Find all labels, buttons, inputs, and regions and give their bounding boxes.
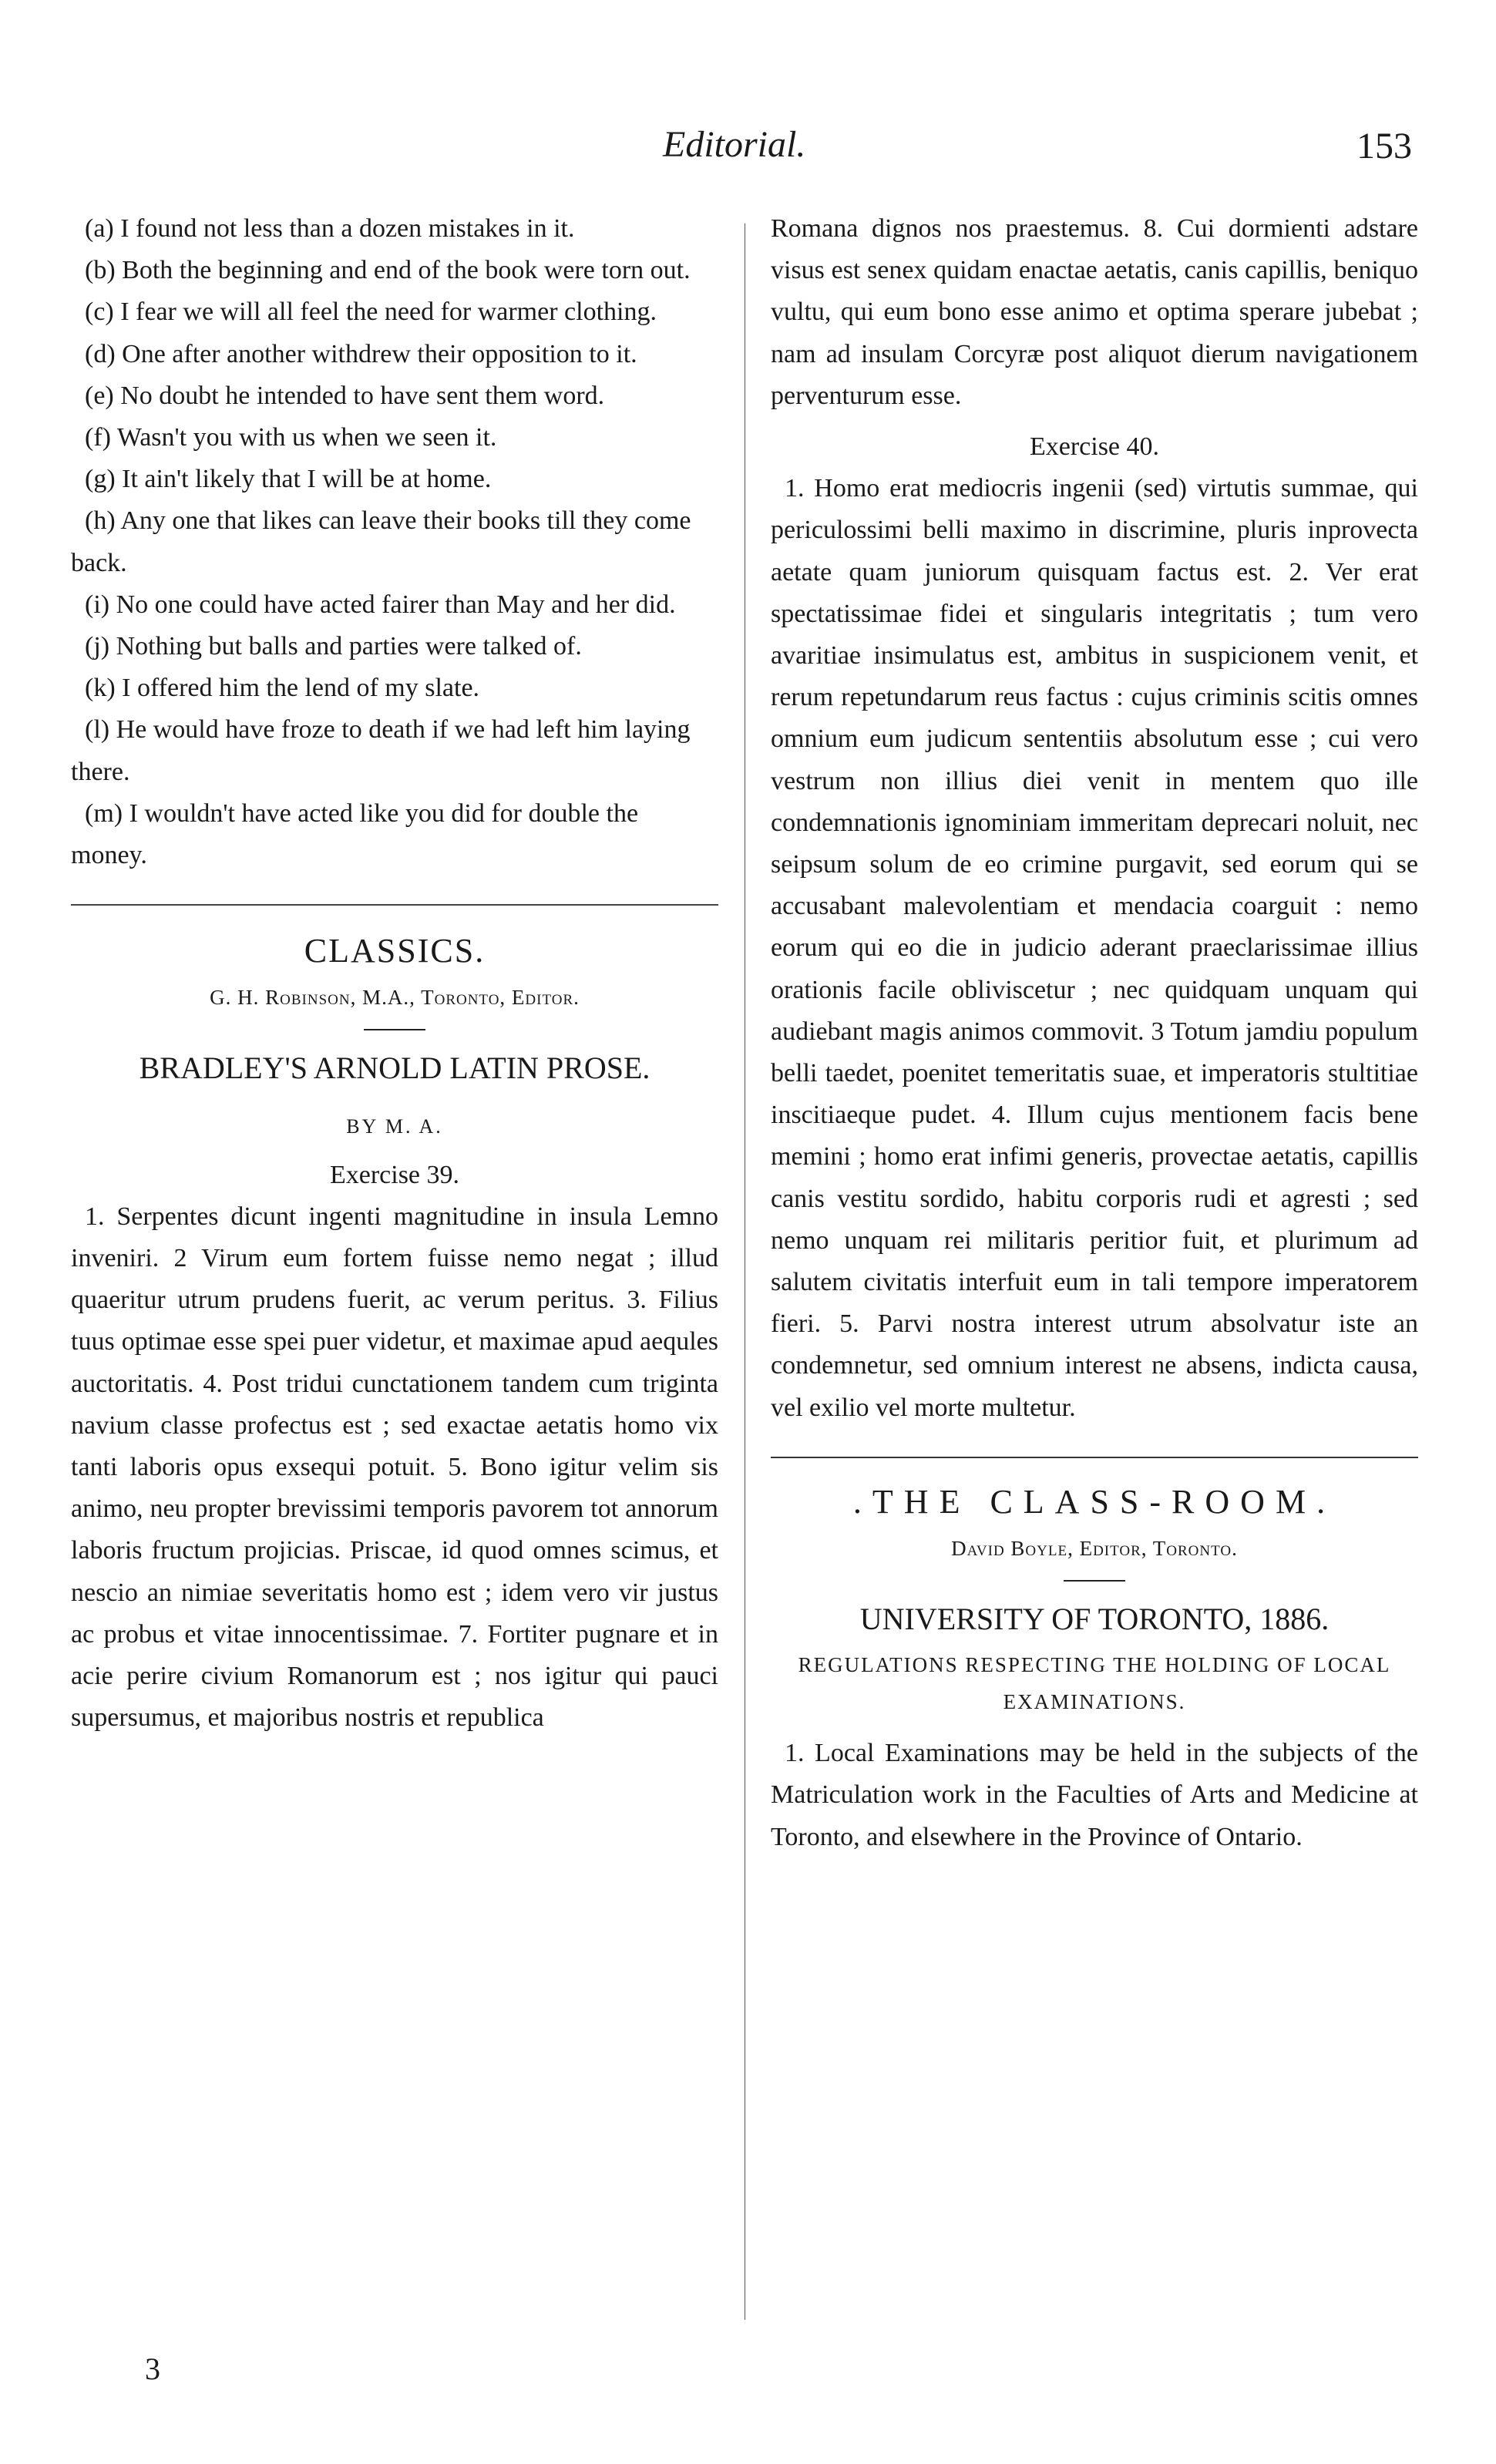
- short-divider: [364, 1029, 425, 1030]
- article-title: BRADLEY'S ARNOLD LATIN PROSE.: [139, 1050, 651, 1086]
- sentence-item: (m) I wouldn't have acted like you did for double the money.: [71, 798, 639, 870]
- short-divider: [1064, 1580, 1125, 1582]
- exercise-40-heading: Exercise 40.: [1029, 432, 1160, 462]
- page-header: [0, 123, 1496, 177]
- classics-editor: G. H. Robinson, M.A., Toronto, Editor.: [210, 986, 580, 1010]
- left-column: [71, 208, 718, 1740]
- classroom-title: .THE CLASS-ROOM.: [852, 1482, 1336, 1521]
- exercise-39-heading: Exercise 39.: [329, 1160, 460, 1189]
- sentence-item: (b) Both the beginning and end of the book were torn out.: [85, 256, 691, 285]
- exercise-39-continued: Romana dignos nos praestemus. 8. Cui dormienti adstare visus est senex quidam enactae aetatis, canis capillis, beniquo vultu, qui eum bono esse animo et optima sperare jubebat ; nam ad insulam Corcyræ post aliquot dierum navigationem perventurum esse.: [771, 214, 1418, 410]
- section-divider: [71, 904, 718, 907]
- sentence-item: (j) Nothing but balls and parties were talked of.: [85, 632, 582, 661]
- classroom-editor: David Boyle, Editor, Toronto.: [951, 1536, 1238, 1560]
- sentence-item: (d) One after another withdrew their opposition to it.: [85, 339, 637, 368]
- byline: BY M. A.: [346, 1115, 443, 1138]
- sentence-item: (a) I found not less than a dozen mistakes in it.: [85, 214, 575, 243]
- sentence-item: (h) Any one that likes can leave their books till they come back.: [71, 506, 691, 577]
- sentence-item: (c) I fear we will all feel the need for warmer clothing.: [85, 297, 657, 327]
- page-number: 153: [1356, 126, 1412, 166]
- right-column: [771, 208, 1418, 1858]
- exercise-39-text: 1. Serpentes dicunt ingenti magnitudine in insula Lemno inveniri. 2 Virum eum fortem fuisse nemo negat ; illud quaeritur utrum prudens fuerit, ac verum peritus. 3. Filius tuus optimae esse spei puer videtur, et maximae apud aequles auctoritatis. 4. Post tridui cunctationem tandem cum triginta navium classe profectus est ; sed exactae aetatis homo vix tanti laboris opus exsequi potuit. 5. Bono igitur velim sis animo, neu propter brevissimi temporis pavorem tot annorum laboris fructum projicias. Priscae, id quod omnes scimus, et nescio an nimiae severitatis homo est ; idem vero vir justus ac probus et vitae innocentissimae. 7. Fortiter pugnare et in acie perire civium Romanorum est ; nos igitur qui pauci supersumus, et majoribus nostris et republica: [71, 1202, 718, 1733]
- sentence-item: (k) I offered him the lend of my slate.: [85, 674, 480, 703]
- regulations-heading: REGULATIONS RESPECTING THE HOLDING OF LOCAL EXAMINATIONS.: [798, 1653, 1391, 1714]
- section-divider: [771, 1457, 1418, 1458]
- regulation-1: 1. Local Examinations may be held in the subjects of the Matriculation work in the Faculties of Arts and Medicine at Toronto, and elsewhere in the Province of Ontario.: [771, 1739, 1418, 1851]
- sentence-item: (e) No doubt he intended to have sent them word.: [85, 381, 605, 410]
- signature-mark: 3: [145, 2351, 160, 2386]
- sentence-item: (g) It ain't likely that I will be at home.: [85, 465, 492, 494]
- sentence-item: (l) He would have froze to death if we had left him laying there.: [71, 715, 691, 786]
- exercise-40-text: 1. Homo erat mediocris ingenii (sed) virtutis summae, qui periculossimi belli maximo in discrimine, pluris inprovecta aetate quam juniorum quisquam factus est. 2. Ver erat spectatissimae fidei et singularis integritatis ; tum vero avaritiae insimulatus est, ambitus in suspicionem venit, et rerum repetundarum reus factus : cujus criminis scitis omnes omnium eum judicum sententiis absolutum esse ; cui vero vestrum non illius diei venit in mentem quo ille condemnationis ignominiam immeritam deprecari noluit, nec seipsum solum de eo crimine purgavit, sed eorum qui se accusabant malevolentiam et mendacia coarguit : nemo eorum qui eo die in judicio aderant praeclarissimae illius orationis facile obliviscetur ; nec quidquam unquam qui audiebant magis animos commovit. 3 Totum jamdiu populum belli taedet, poenitet temeritatis suae, et imperatoris stultitiae inscitiaeque pudet. 4. Illum cujus mentionem facis bene memini ; homo erat infimi generis, provectae aetatis, capillis canis vestitu sordido, habitu corporis rudi et agresti ; sed nemo unquam rei militaris peritior fuit, et plurimum ad salutem civitatis interfuit eum in tali tempore imperatorem fieri. 5. Parvi nostra interest utrum absolvatur iste an condemnetur, sed omnium interest ne absens, indicta causa, vel exilio vel morte multetur.: [771, 474, 1418, 1422]
- university-title: UNIVERSITY OF TORONTO, 1886.: [859, 1602, 1330, 1637]
- running-title: Editorial.: [663, 124, 806, 165]
- sentence-list: [71, 208, 718, 876]
- classics-title: CLASSICS.: [304, 932, 486, 970]
- sentence-item: (i) No one could have acted fairer than May and her did.: [85, 590, 676, 619]
- sentence-item: (f) Wasn't you with us when we seen it.: [85, 423, 497, 452]
